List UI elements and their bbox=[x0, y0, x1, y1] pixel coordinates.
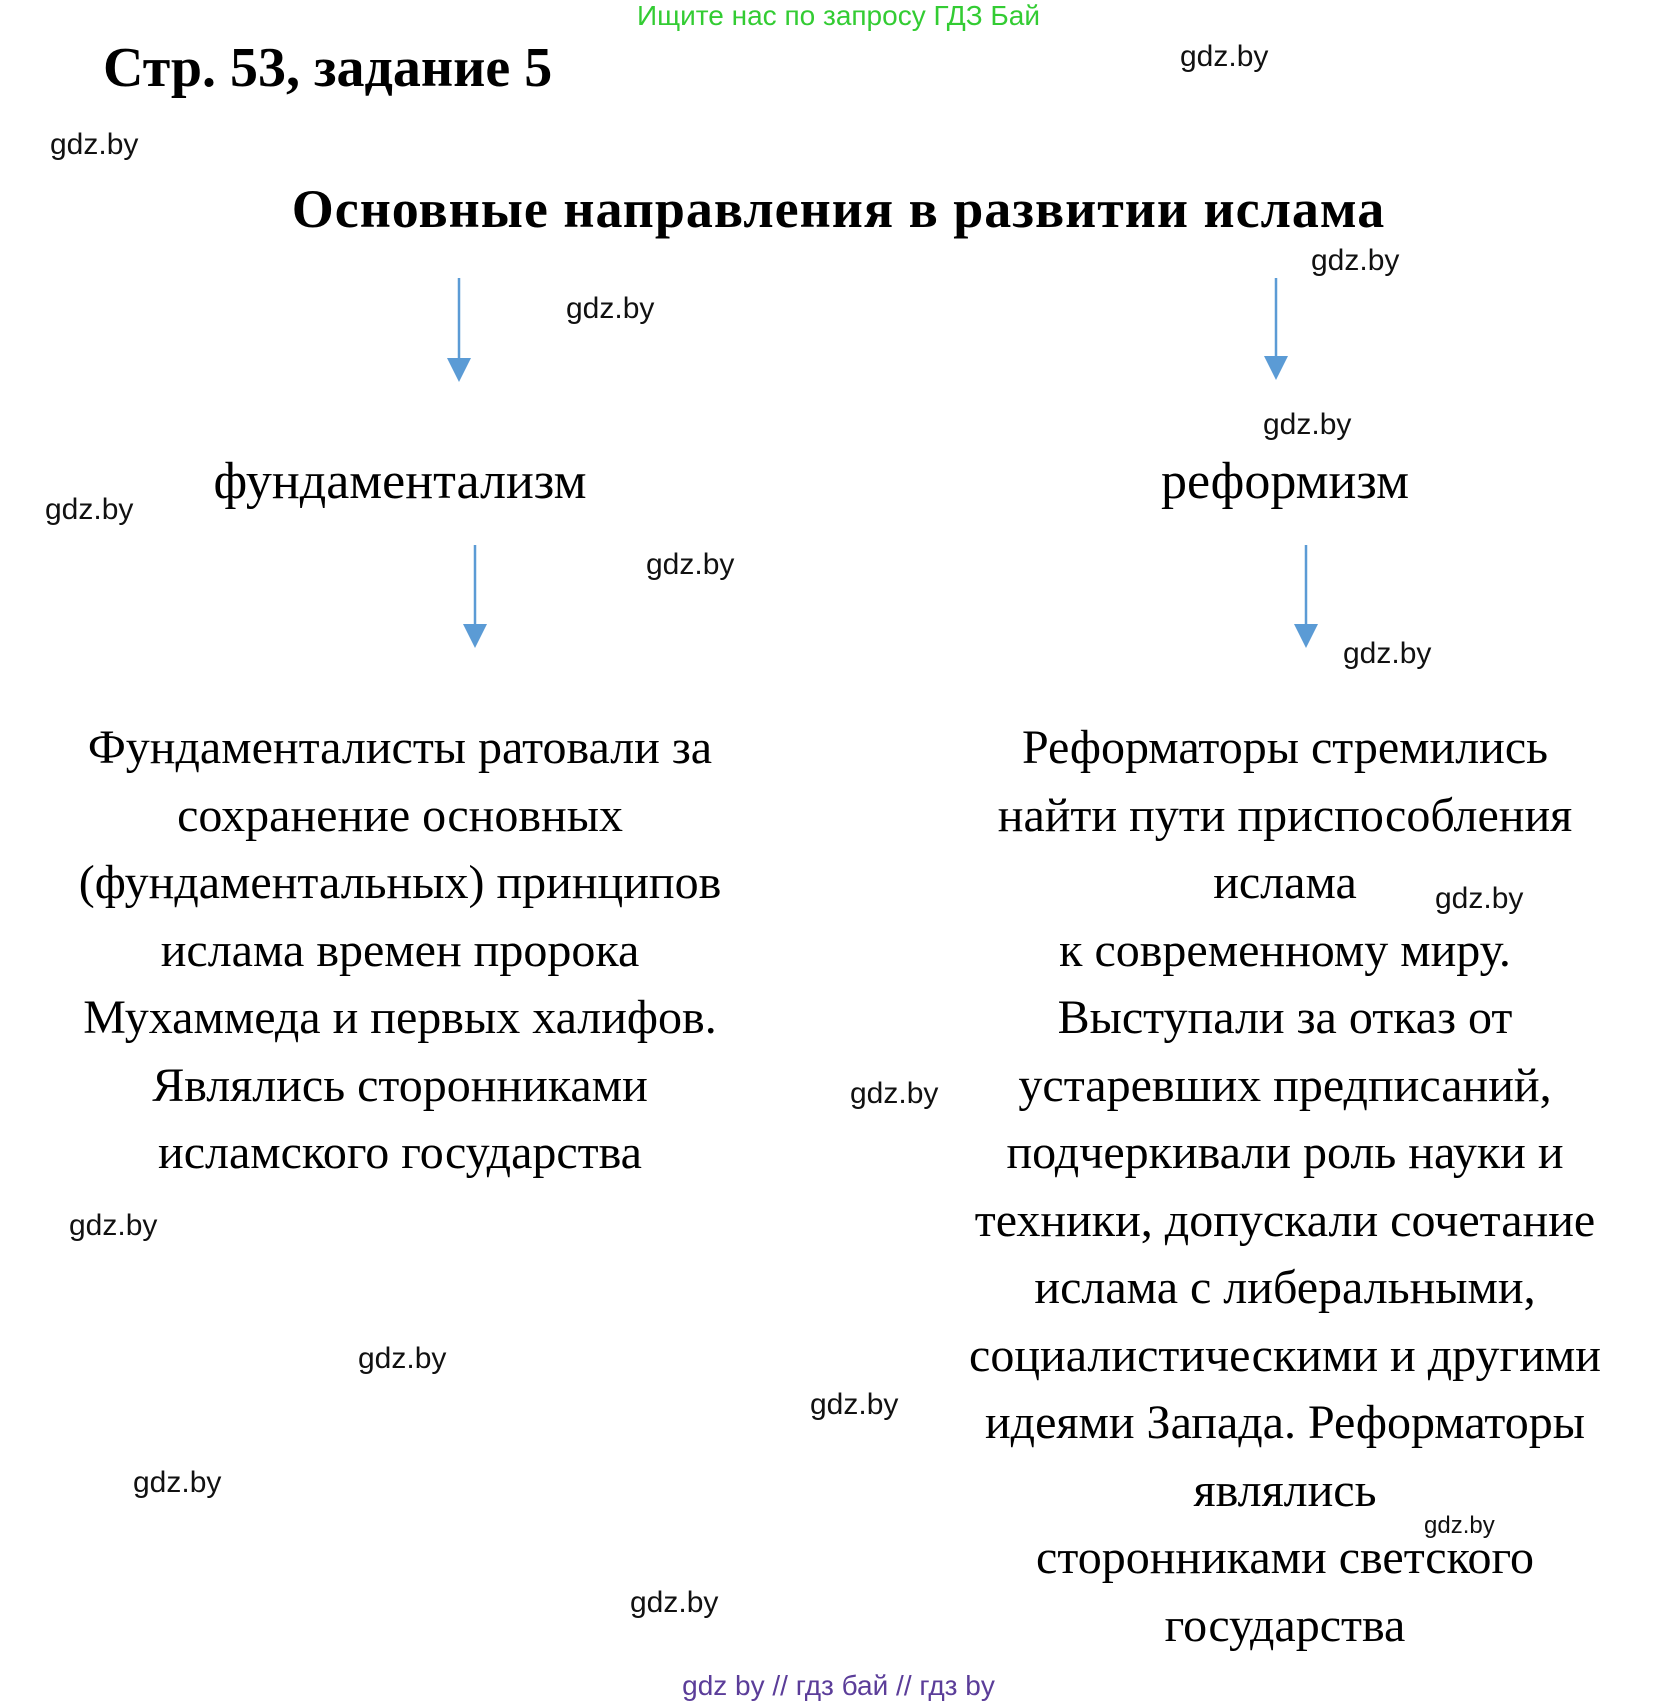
arrow-title-to-fundamentalism bbox=[447, 278, 471, 382]
watermark: gdz.by bbox=[566, 292, 655, 325]
description-line: подчеркивали роль науки и bbox=[1006, 1126, 1564, 1179]
diagram-title: Основные направления в развитии ислама bbox=[291, 179, 1386, 239]
description-line: Реформаторы стремились bbox=[1021, 721, 1549, 774]
watermark: gdz.by bbox=[1424, 1512, 1495, 1539]
description-line: социалистическими и другими bbox=[969, 1328, 1601, 1382]
footer-links: gdz by // гдз бай // гдз by bbox=[682, 1670, 995, 1701]
arrow-reformism-to-description bbox=[1294, 545, 1318, 648]
description-line: Фундаменталисты ратовали за bbox=[87, 721, 713, 774]
watermark: gdz.by bbox=[810, 1388, 899, 1421]
watermark: gdz.by bbox=[630, 1586, 719, 1619]
description-line: идеями Запада. Реформаторы bbox=[984, 1396, 1586, 1449]
description-line: сторонниками светского bbox=[1036, 1531, 1534, 1584]
description-line: Мухаммеда и первых халифов. bbox=[83, 991, 717, 1044]
description-line: техники, допускали сочетание bbox=[974, 1193, 1596, 1247]
fundamentalism-description bbox=[0, 714, 800, 1187]
description-line: к современному миру. bbox=[1059, 923, 1511, 977]
watermark: gdz.by bbox=[1435, 882, 1524, 915]
description-line: найти пути приспособления bbox=[997, 788, 1573, 842]
watermark: gdz.by bbox=[133, 1466, 222, 1499]
watermark: gdz.by bbox=[1180, 40, 1269, 73]
search-hint-banner: Ищите нас по запросу ГДЗ Бай bbox=[636, 0, 1041, 31]
description-line: сохранение основных bbox=[177, 788, 623, 842]
watermark: gdz.by bbox=[1343, 637, 1432, 670]
node-reformism: реформизм bbox=[1160, 453, 1410, 510]
description-line: государства bbox=[1164, 1598, 1406, 1652]
description-line: ислама bbox=[1213, 856, 1357, 909]
watermark: gdz.by bbox=[45, 493, 134, 526]
description-line: Являлись сторонниками bbox=[152, 1058, 648, 1112]
watermark: gdz.by bbox=[69, 1209, 158, 1242]
watermark: gdz.by bbox=[1311, 244, 1400, 277]
watermark: gdz.by bbox=[646, 548, 735, 581]
watermark: gdz.by bbox=[358, 1342, 447, 1375]
description-line: являлись bbox=[1193, 1463, 1377, 1517]
description-line: (фундаментальных) принципов bbox=[78, 856, 722, 909]
description-line: устаревших предписаний, bbox=[1018, 1058, 1552, 1112]
page-title: Стр. 53, задание 5 bbox=[103, 37, 553, 99]
watermark: gdz.by bbox=[850, 1077, 939, 1110]
description-line: ислама с либеральными, bbox=[1034, 1261, 1536, 1314]
description-line: Выступали за отказ от bbox=[1057, 991, 1513, 1044]
description-line: исламского государства bbox=[158, 1126, 642, 1179]
description-line: ислама времен пророка bbox=[160, 923, 640, 977]
watermark: gdz.by bbox=[1263, 408, 1352, 441]
node-fundamentalism: фундаментализм bbox=[213, 453, 587, 510]
watermark: gdz.by bbox=[50, 128, 139, 161]
arrow-fundamentalism-to-description bbox=[463, 545, 487, 648]
reformism-description bbox=[895, 714, 1675, 1659]
arrow-title-to-reformism bbox=[1264, 278, 1288, 380]
